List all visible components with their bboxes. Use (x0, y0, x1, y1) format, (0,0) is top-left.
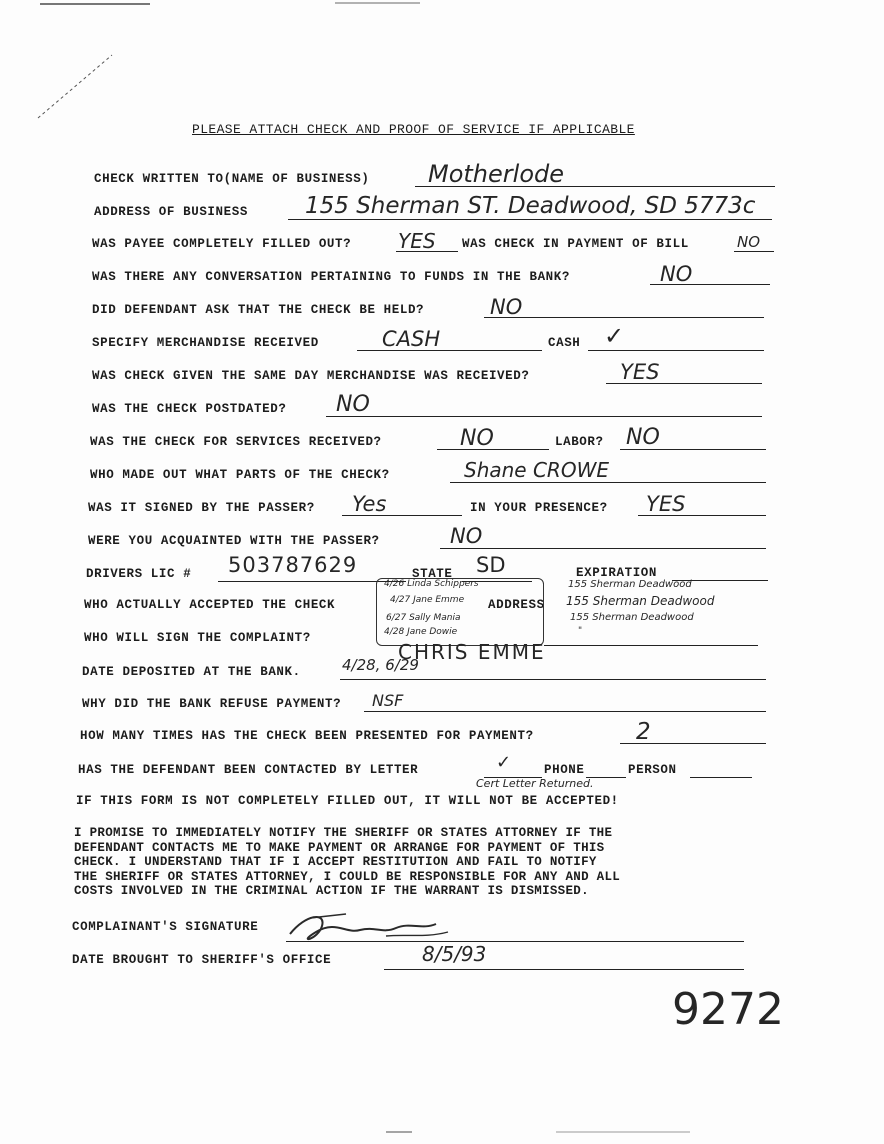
held-line (484, 317, 764, 318)
sign-complaint-answer: CHRIS EMME (398, 640, 546, 664)
deposited-line (340, 679, 766, 680)
labor-label: LABOR? (555, 435, 604, 449)
acceptor-address: 155 Sherman Deadwood (570, 612, 694, 623)
acceptor-name: 6/27 Sally Mania (386, 613, 461, 623)
labor-answer: NO (626, 425, 660, 450)
presence-answer: YES (646, 492, 686, 516)
acquainted-answer: NO (450, 524, 483, 548)
accepted-label: WHO ACTUALLY ACCEPTED THE CHECK (84, 598, 336, 612)
signed-label: WAS IT SIGNED BY THE PASSER? (88, 501, 315, 515)
check-to-answer: Motherlode (428, 160, 564, 188)
cash-check: ✓ (604, 322, 625, 350)
merch-answer: CASH (382, 327, 441, 351)
promise-line: COSTS INVOLVED IN THE CRIMINAL ACTION IF THE WARRANT IS DISMISSED. (74, 884, 589, 898)
acceptor-address: 155 Sherman Deadwood (568, 579, 692, 590)
acquainted-line (440, 548, 766, 549)
license-answer: 503787629 (228, 553, 358, 577)
acceptor-address: " (578, 626, 583, 636)
who-made-line (450, 482, 766, 483)
postdated-answer: NO (336, 392, 370, 417)
same-day-label: WAS CHECK GIVEN THE SAME DAY MERCHANDISE WAS RECEIVED? (92, 369, 530, 383)
page-number: 9272 (672, 984, 784, 1035)
refuse-line (364, 711, 766, 712)
held-label: DID DEFENDANT ASK THAT THE CHECK BE HELD? (92, 303, 425, 317)
state-answer: SD (476, 553, 506, 577)
payee-answer: YES (398, 229, 436, 253)
signature-label: COMPLAINANT'S SIGNATURE (72, 920, 259, 934)
presented-answer: 2 (636, 719, 651, 745)
acceptor-name: 4/27 Jane Emme (390, 595, 465, 605)
cash-label: CASH (548, 336, 581, 350)
bill-line (734, 251, 774, 252)
who-made-label: WHO MADE OUT WHAT PARTS OF THE CHECK? (90, 468, 390, 482)
person-label: PERSON (628, 763, 677, 777)
sign-complaint-label: WHO WILL SIGN THE COMPLAINT? (84, 631, 311, 645)
form-title: PLEASE ATTACH CHECK AND PROOF OF SERVICE IF APPLICABLE (192, 122, 635, 137)
scan-bottom-marks (0, 1120, 884, 1144)
person-line (690, 777, 752, 778)
sign-complaint-line (544, 645, 758, 646)
bill-answer: NO (737, 233, 761, 251)
bill-label: WAS CHECK IN PAYMENT OF BILL (462, 237, 689, 251)
conversation-label: WAS THERE ANY CONVERSATION PERTAINING TO FUNDS IN THE BANK? (92, 270, 570, 284)
license-label: DRIVERS LIC # (86, 567, 192, 581)
promise-line: CHECK. I UNDERSTAND THAT IF I ACCEPT RESTITUTION AND FAIL TO NOTIFY (74, 855, 597, 869)
phone-label: PHONE (544, 763, 585, 777)
promise-line: THE SHERIFF OR STATES ATTORNEY, I COULD BE RESPONSIBLE FOR ANY AND ALL (74, 869, 621, 884)
acceptor-name: 4/28 Jane Dowie (384, 627, 458, 637)
promise-paragraph (74, 826, 774, 899)
incomplete-warning: IF THIS FORM IS NOT COMPLETELY FILLED OUT, IT WILL NOT BE ACCEPTED! (76, 794, 619, 808)
letter-check: ✓ (496, 752, 512, 773)
address-answer: 155 Sherman ST. Deadwood, SD 5773c (305, 193, 756, 219)
promise-line: DEFENDANT CONTACTS ME TO MAKE PAYMENT OR ARRANGE FOR PAYMENT OF THIS (74, 840, 605, 855)
signed-answer: Yes (352, 492, 387, 516)
services-answer: NO (460, 426, 494, 451)
check-to-label: CHECK WRITTEN TO(NAME OF BUSINESS) (94, 172, 370, 186)
refuse-answer: NSF (372, 691, 404, 710)
postdated-line (326, 416, 762, 417)
presented-label: HOW MANY TIMES HAS THE CHECK BEEN PRESENTED FOR PAYMENT? (80, 729, 534, 743)
cash-line (588, 350, 764, 351)
conversation-answer: NO (660, 262, 693, 286)
acceptor-name: 4/26 Linda Schippers (384, 579, 479, 589)
contacted-label: HAS THE DEFENDANT BEEN CONTACTED BY LETTER (78, 763, 419, 777)
payee-label: WAS PAYEE COMPLETELY FILLED OUT? (92, 237, 352, 251)
postdated-label: WAS THE CHECK POSTDATED? (92, 402, 287, 416)
accepted-address-label: ADDRESS (488, 598, 545, 612)
date-brought-answer: 8/5/93 (422, 942, 487, 966)
address-label: ADDRESS OF BUSINESS (94, 205, 248, 219)
same-day-answer: YES (620, 360, 660, 384)
state-label: STATE (412, 567, 453, 581)
refuse-label: WHY DID THE BANK REFUSE PAYMENT? (82, 697, 342, 711)
acceptor-address: 155 Sherman Deadwood (566, 594, 715, 608)
expiration-label: EXPIRATION (576, 566, 658, 580)
acquainted-label: WERE YOU ACQUAINTED WITH THE PASSER? (88, 534, 380, 548)
presence-label: IN YOUR PRESENCE? (470, 501, 608, 515)
contacted-note: Cert Letter Returned. (476, 777, 594, 790)
address-line (288, 219, 772, 220)
merch-label: SPECIFY MERCHANDISE RECEIVED (92, 336, 319, 350)
deposited-label: DATE DEPOSITED AT THE BANK. (82, 665, 301, 679)
deposited-answer: 4/28, 6/29 (342, 656, 419, 674)
pen-mark (38, 55, 112, 118)
date-brought-line (384, 969, 744, 970)
who-made-answer: Shane CROWE (464, 458, 609, 482)
date-brought-label: DATE BROUGHT TO SHERIFF'S OFFICE (72, 953, 332, 967)
held-answer: NO (490, 295, 523, 319)
services-label: WAS THE CHECK FOR SERVICES RECEIVED? (90, 435, 382, 449)
promise-line: I PROMISE TO IMMEDIATELY NOTIFY THE SHERIFF OR STATES ATTORNEY IF THE (74, 826, 613, 840)
